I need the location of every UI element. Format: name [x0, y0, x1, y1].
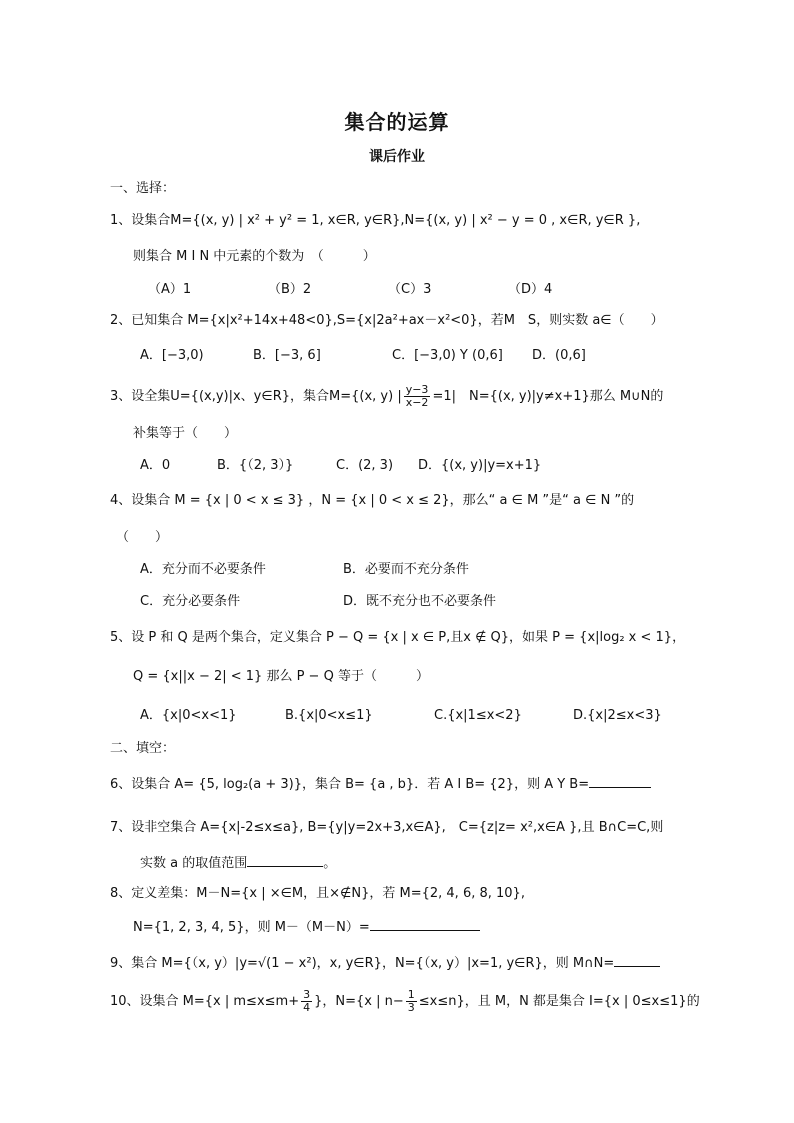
question-2-option-a: A．[−3,0): [140, 348, 204, 363]
question-10-text: [110, 988, 700, 1016]
question-3-text: [110, 384, 663, 410]
question-7-prompt-text: 实数 a 的取值范围: [140, 856, 248, 871]
question-3-option-d: D．{(x, y)|y=x+1}: [418, 458, 542, 473]
answer-blank: [370, 918, 480, 931]
question-3-option-b: B．{（2, 3）}: [217, 458, 294, 473]
answer-blank: [247, 854, 323, 867]
question-3-prompt: 补集等于（ ）: [133, 426, 238, 441]
question-2-option-c: C．[−3,0) Y (0,6]: [392, 348, 503, 363]
question-3-fraction-numerator: y−3: [405, 383, 429, 396]
question-4-text: 4、设集合 M = {x | 0 < x ≤ 3} ，N = {x | 0 < x ≤ 2}，那么“ a ∈ M ”是“ a ∈ N ”的: [110, 493, 635, 508]
question-10-fraction-1-numerator: 3: [303, 988, 311, 1001]
question-5-prompt: Q = {x||x − 2| < 1} 那么 P − Q 等于（ ）: [133, 669, 429, 684]
question-3-option-a: A．0: [140, 458, 171, 473]
question-5-option-d: D.{x|2≤x<3}: [573, 708, 662, 723]
question-10-fraction-1-denominator: 4: [303, 1001, 311, 1014]
question-5-option-a: A．{x|0<x<1}: [140, 708, 237, 723]
question-5-option-b: B.{x|0<x≤1}: [285, 708, 373, 723]
page-title: 集合的运算: [344, 110, 450, 134]
question-9-content: 9、集合 M={（x, y）|y=√(1 − x²)，x, y∈R}，N={（x, y）|x=1, y∈R}，则 M∩N=: [110, 956, 615, 971]
question-2-option-d: D．(0,6]: [532, 348, 586, 363]
question-4-option-a: A．充分而不必要条件: [140, 562, 266, 577]
question-8-text: 8、定义差集：M－N={x | ×∈M，且×∉N}，若 M={2, 4, 6, 8, 10},: [110, 886, 525, 901]
question-3-fraction: [404, 384, 431, 409]
question-6-content: 6、设集合 A= {5, log₂(a + 3)}，集合 B= {a , b}．若 A I B= {2}，则 A Y B=: [110, 777, 590, 792]
question-5-option-c: C.{x|1≤x<2}: [434, 708, 522, 723]
answer-blank: [614, 954, 660, 967]
question-9-text: [110, 954, 660, 972]
question-8-prompt-text: N={1, 2, 3, 4, 5}，则 M－（M－N）=: [133, 920, 370, 935]
question-10-text-b: }，N={x | n−: [314, 994, 404, 1009]
question-1-option-b: （B）2: [268, 282, 312, 297]
question-10-text-c: ≤x≤n}，且 M，N 都是集合 I={x | 0≤x≤1}的: [418, 994, 700, 1009]
answer-blank: [589, 775, 651, 788]
question-1-option-c: （C）3: [388, 282, 432, 297]
question-2-text: 2、已知集合 M={x|x²+14x+48<0},S={x|2a²+ax－x²<0}，若M S，则实数 a∈（ ）: [110, 313, 664, 328]
question-10-fraction-2-numerator: 1: [407, 988, 415, 1001]
question-4-option-d: D．既不充分也不必要条件: [343, 594, 497, 609]
question-5-text: 5、设 P 和 Q 是两个集合，定义集合 P − Q = {x | x ∈ P,且x ∉ Q}，如果 P = {x|log₂ x < 1}，: [110, 630, 686, 645]
question-4-option-b: B．必要而不充分条件: [343, 562, 469, 577]
question-10-text-a: 10、设集合 M={x | m≤x≤m+: [110, 994, 300, 1009]
question-3-text-a: 3、设全集U={(x,y)|x、y∈R}，集合M={(x, y) |: [110, 389, 402, 404]
section-heading-choice: 一、选择：: [110, 181, 176, 196]
question-3-text-b: =1| N={(x, y)|y≠x+1}那么 M∪N的: [432, 389, 664, 404]
page-subtitle: 课后作业: [369, 149, 425, 165]
question-6-text: [110, 775, 651, 793]
question-1-option-a: （A）1: [148, 282, 192, 297]
question-7-prompt-end: 。: [323, 856, 337, 871]
question-1-prompt: 则集合 M I N 中元素的个数为 （ ）: [133, 249, 376, 264]
question-10-fraction-1: [301, 989, 312, 1014]
section-heading-fill: 二、填空：: [110, 741, 176, 756]
question-3-option-c: C．(2, 3): [336, 458, 394, 473]
question-10-fraction-2: [406, 989, 417, 1014]
question-1-text: 1、设集合M={(x, y) | x² + y² = 1, x∈R, y∈R},N={(x, y) | x² − y = 0 , x∈R, y∈R },: [110, 213, 641, 228]
question-1-option-d: （D）4: [508, 282, 553, 297]
question-10-fraction-2-denominator: 3: [407, 1001, 415, 1014]
question-3-fraction-denominator: x−2: [405, 396, 429, 409]
question-7-text: 7、设非空集合 A={x|-2≤x≤a}, B={y|y=2x+3,x∈A}, C={z|z= x²,x∈A },且 B∩C=C,则: [110, 820, 664, 835]
question-4-prompt: （ ）: [116, 530, 169, 545]
question-7-prompt: [140, 854, 336, 872]
question-2-option-b: B．[−3, 6]: [253, 348, 321, 363]
question-4-option-c: C．充分必要条件: [140, 594, 241, 609]
question-8-prompt: [133, 918, 480, 936]
